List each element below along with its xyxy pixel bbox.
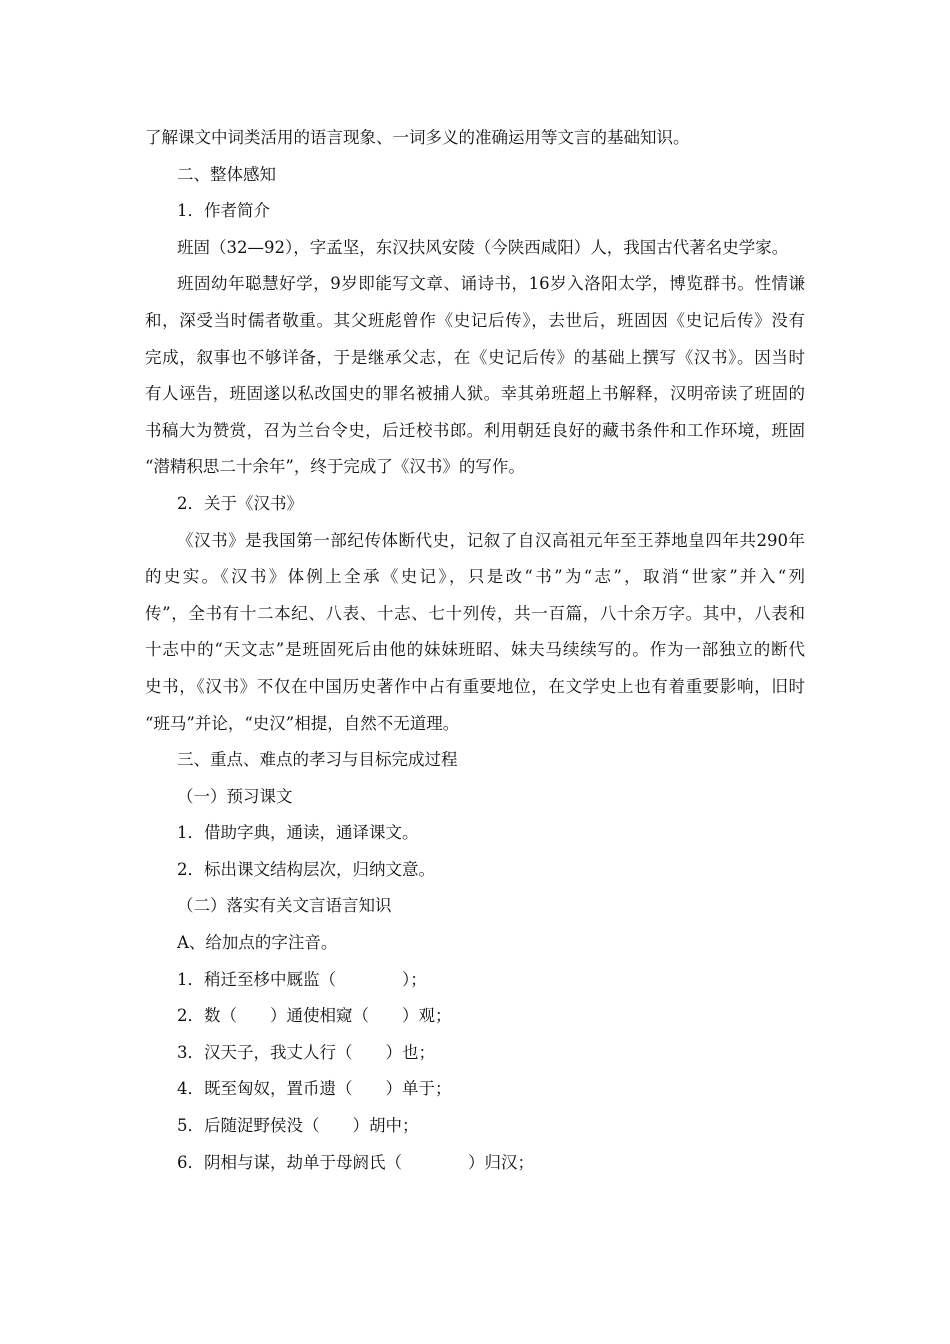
exercise-item-5: 5．后随浞野侯没（ ）胡中； — [177, 1116, 419, 1136]
exercise-item-6: 6．阴相与谋，劫单于母阏氏（ ）归汉； — [177, 1152, 534, 1172]
paragraph-bangu-bio-line-4: 有人诬告，班固遂以私改国史的罪名被捕人狱。幸其弟班超上书解释，汉明帝读了班固的 — [145, 384, 805, 404]
paragraph-hanshu-line-4: 十志中的“天文志”是班固死后由他的妹妹班昭、妹夫马续续写的。作为一部独立的断代 — [145, 640, 805, 660]
paragraph-bangu-bio-line-2: 和，深受当时儒者敬重。其父班彪曾作《史记后传》，去世后，班固因《史记后传》没有 — [145, 310, 805, 330]
paragraph-hanshu-line-6: “班马”并论，“史汉”相提，自然不无道理。 — [145, 713, 460, 733]
subheading-language-knowledge: （二）落实有关文言语言知识 — [177, 896, 392, 916]
paragraph-hanshu-line-1: 《汉书》是我国第一部纪传体断代史，记叙了自汉高祖元年至王莽地皇四年共290年 — [177, 530, 805, 550]
paragraph-hanshu-line-3: 传”，全书有十二本纪、八表、十志、七十列传，共一百篇，八十余万字。其中，八表和 — [145, 603, 805, 623]
exercise-item-3: 3．汉天子，我丈人行（ ）也； — [177, 1042, 435, 1062]
subheading-about-hanshu: 2．关于《汉书》 — [177, 493, 303, 513]
document-body — [145, 120, 805, 1181]
paragraph-bangu-intro: 班固（32—92），字孟坚，东汉扶风安陵（今陕西咸阳）人，我国古代著名史学家。 — [177, 237, 789, 257]
section-heading-overall-perception: 二、整体感知 — [177, 164, 276, 184]
exercise-item-1: 1．稍迁至栘中厩监（ ）； — [177, 969, 427, 989]
exercise-item-4: 4．既至匈奴，置币遗（ ）单于； — [177, 1079, 452, 1099]
paragraph-hanshu-line-5: 史书，《汉书》不仅在中国历史著作中占有重要地位，在文学史上也有着重要影响，旧时 — [145, 676, 805, 696]
paragraph-hanshu-line-2: 的史实。《汉书》体例上全承《史记》，只是改“书”为“志”，取消“世家”并入“列 — [145, 567, 805, 587]
paragraph-bangu-bio-line-3: 完成，叙事也不够详备，于是继承父志，在《史记后传》的基础上撰写《汉书》。因当时 — [145, 347, 805, 367]
subheading-author-intro: 1．作者简介 — [177, 201, 270, 221]
list-item-preview-1: 1．借助字典，通读，通译课文。 — [177, 823, 419, 843]
list-item-preview-2: 2．标出课文结构层次，归纳文意。 — [177, 859, 435, 879]
paragraph-bangu-bio-line-6: “潜精积思二十余年”，终于完成了《汉书》的写作。 — [145, 457, 525, 477]
exercise-item-2: 2．数（ ）通使相窥（ ）观； — [177, 1006, 452, 1026]
section-heading-key-points: 三、重点、难点的孝习与目标完成过程 — [177, 750, 458, 770]
paragraph-bangu-bio-line-1: 班固幼年聪慧好学，9岁即能写文章、诵诗书，16岁入洛阳太学，博览群书。性情谦 — [177, 274, 805, 294]
paragraph-objective-text: 了解课文中词类活用的语言现象、一词多义的准确运用等文言的基础知识。 — [145, 128, 690, 147]
paragraph-bangu-bio-line-5: 书稿大为赞赏，召为兰台令史，后迁校书郎。利用朝廷良好的藏书条件和工作环境，班固 — [145, 420, 805, 440]
exercise-heading-pronunciation: A、给加点的字注音。 — [177, 933, 338, 953]
subheading-preview-text: （一）预习课文 — [177, 786, 293, 806]
